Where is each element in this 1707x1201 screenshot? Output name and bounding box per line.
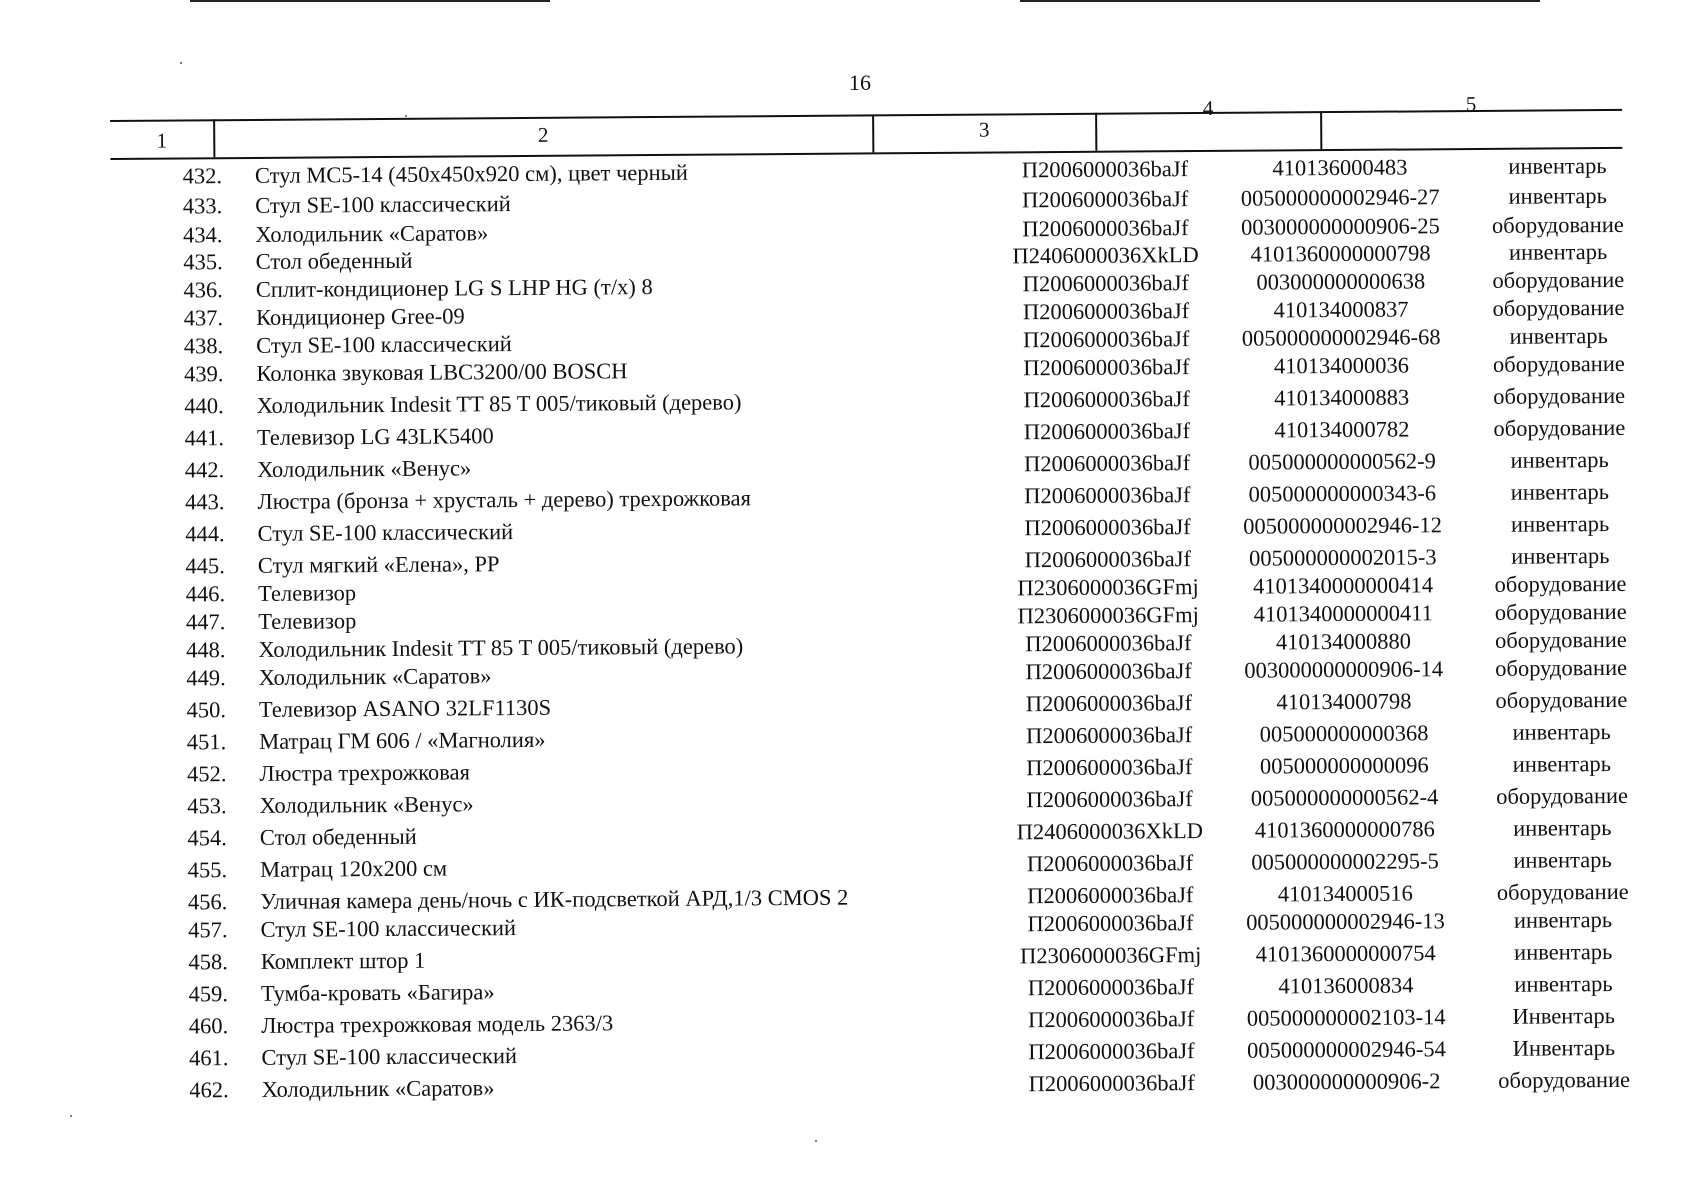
item-name: Телевизор xyxy=(258,608,357,634)
item-code: П2006000036baJf xyxy=(1028,1070,1195,1097)
item-code: П2006000036baJf xyxy=(1023,354,1190,381)
item-name: Кондиционер Gree-09 xyxy=(255,303,465,330)
row-number: 432. xyxy=(182,163,223,189)
inventory-number: 4101340000000411 xyxy=(1253,600,1433,627)
item-code: П2006000036baJf xyxy=(1027,910,1194,937)
inventory-number: 410134000782 xyxy=(1274,416,1410,443)
item-name: Стул SE-100 классический xyxy=(261,1043,518,1070)
column-header-3: 3 xyxy=(978,117,990,142)
row-number: 433. xyxy=(182,193,223,219)
item-code: П2006000036baJf xyxy=(1024,514,1191,541)
item-name: Тумба-кровать «Багира» xyxy=(260,979,495,1006)
item-name: Матрац ГМ 606 / «Магнолия» xyxy=(259,726,546,754)
row-number: 450. xyxy=(186,697,227,723)
row-number: 440. xyxy=(184,393,224,419)
row-number: 436. xyxy=(183,277,223,303)
item-code: П2306000036GFmj xyxy=(1017,602,1199,629)
item-code: П2006000036baJf xyxy=(1023,326,1190,353)
item-type: инвентарь xyxy=(1510,511,1610,537)
item-type: оборудование xyxy=(1492,294,1625,321)
inventory-number: 4101360000000754 xyxy=(1255,940,1436,967)
item-code: П2006000036baJf xyxy=(1025,658,1192,685)
item-name: Стул SE-100 классический xyxy=(256,331,512,358)
item-type: оборудование xyxy=(1492,350,1625,377)
item-name: Телевизор ASANO 32LF1130S xyxy=(258,694,552,722)
item-code: П2006000036baJf xyxy=(1028,1006,1195,1033)
item-code: П2006000036baJf xyxy=(1023,418,1191,445)
item-type: оборудование xyxy=(1494,598,1627,625)
item-type: оборудование xyxy=(1493,382,1626,409)
inventory-number: 003000000000906-2 xyxy=(1252,1068,1441,1095)
inventory-number: 005000000000343-6 xyxy=(1248,480,1437,507)
item-name: Колонка звуковая LBC3200/00 BOSCH xyxy=(256,358,628,386)
item-type: инвентарь xyxy=(1508,153,1607,179)
inventory-number: 005000000002946-12 xyxy=(1243,512,1443,539)
item-name: Холодильник «Венус» xyxy=(257,455,472,482)
item-type: инвентарь xyxy=(1514,939,1613,965)
item-type: оборудование xyxy=(1494,626,1627,653)
item-code: П2006000036baJf xyxy=(1025,630,1192,657)
item-code: П2006000036baJf xyxy=(1023,450,1191,477)
item-name: Стол обеденный xyxy=(259,823,417,850)
scan-speck xyxy=(70,1115,72,1117)
row-number: 457. xyxy=(188,917,228,943)
inventory-number: 003000000000638 xyxy=(1256,268,1426,295)
row-number: 448. xyxy=(186,637,226,663)
row-number: 455. xyxy=(187,857,228,883)
item-name: Уличная камера день/ночь с ИК-подсветкой АРД,1/3 CMOS 2 xyxy=(260,884,849,914)
inventory-number: 005000000002015-3 xyxy=(1248,544,1437,571)
row-number: 437. xyxy=(183,305,224,331)
row-number: 460. xyxy=(188,1013,229,1039)
item-name: Холодильник Indesit TT 85 T 005/тиковый (дерево) xyxy=(256,389,742,418)
scan-speck xyxy=(815,1140,817,1142)
item-name: Комплект штор 1 xyxy=(260,947,426,974)
item-name: Телевизор xyxy=(257,580,357,606)
inventory-number: 410136000834 xyxy=(1278,972,1414,999)
item-code: П2006000036baJf xyxy=(1026,754,1193,781)
item-code: П2006000036baJf xyxy=(1023,386,1190,413)
item-type: оборудование xyxy=(1496,782,1629,809)
row-number: 461. xyxy=(189,1045,229,1071)
item-code: П2006000036baJf xyxy=(1022,270,1190,297)
inventory-number: 005000000002946-27 xyxy=(1240,184,1440,211)
item-type: инвентарь xyxy=(1513,907,1613,933)
item-type: Инвентарь xyxy=(1512,1034,1616,1061)
item-name: Телевизор LG 43LK5400 xyxy=(256,423,494,450)
item-type: Инвентарь xyxy=(1512,1002,1615,1029)
item-type: инвентарь xyxy=(1512,751,1612,777)
inventory-number: 005000000002946-13 xyxy=(1246,908,1445,935)
item-code: П2006000036baJf xyxy=(1027,882,1194,909)
inventory-number: 410134000516 xyxy=(1277,880,1413,907)
item-name: Холодильник Indesit TT 85 T 005/тиковый (дерево) xyxy=(258,633,744,662)
inventory-number: 4101360000000798 xyxy=(1250,240,1431,267)
item-name: Холодильник «Саратов» xyxy=(258,663,492,690)
inventory-number: 005000000000562-9 xyxy=(1248,448,1436,475)
item-name: Матрац 120х200 см xyxy=(260,855,448,882)
row-number: 445. xyxy=(185,553,225,579)
item-type: оборудование xyxy=(1495,686,1628,713)
inventory-number: 005000000002946-68 xyxy=(1241,324,1441,351)
row-number: 442. xyxy=(184,457,225,483)
inventory-number: 005000000002103-14 xyxy=(1246,1004,1446,1031)
item-code: П2306000036GFmj xyxy=(1017,574,1199,601)
item-code: П2006000036baJf xyxy=(1028,1038,1195,1065)
inventory-number: 005000000002946-54 xyxy=(1246,1036,1446,1063)
row-number: 458. xyxy=(188,949,228,975)
inventory-number: 410134000798 xyxy=(1276,688,1412,715)
item-type: оборудование xyxy=(1494,570,1627,597)
row-number: 462. xyxy=(189,1077,229,1103)
item-type: оборудование xyxy=(1493,414,1626,441)
item-name: Стул SE-100 классический xyxy=(255,191,511,218)
inventory-number: 005000000002295-5 xyxy=(1251,848,1439,875)
item-name: Стол обеденный xyxy=(255,247,413,274)
row-number: 452. xyxy=(186,761,227,787)
inventory-number: 410134000036 xyxy=(1273,352,1410,379)
item-type: инвентарь xyxy=(1513,815,1612,841)
item-code: П2006000036baJf xyxy=(1024,482,1191,509)
inventory-number: 410134000883 xyxy=(1274,384,1410,411)
page-number: 16 xyxy=(849,70,871,95)
row-number: 444. xyxy=(185,521,225,547)
item-code: П2006000036baJf xyxy=(1025,722,1193,749)
item-code: П2006000036baJf xyxy=(1025,690,1193,717)
item-type: инвентарь xyxy=(1514,971,1613,997)
item-code: П2306000036GFmj xyxy=(1020,942,1202,969)
row-number: 459. xyxy=(188,981,229,1007)
row-number: 454. xyxy=(187,825,227,851)
row-number: 451. xyxy=(186,729,227,755)
inventory-number: 005000000000562-4 xyxy=(1250,784,1439,811)
item-code: П2006000036baJf xyxy=(1026,850,1194,877)
item-name: Стул SE-100 классический xyxy=(260,915,517,942)
item-name: Стул МС5-14 (450х450х920 см), цвет черный xyxy=(254,159,688,188)
inventory-number: 005000000000368 xyxy=(1259,720,1429,747)
scan-speck xyxy=(180,62,182,64)
item-name: Люстра трехрожковая xyxy=(259,759,470,786)
item-code: П2006000036baJf xyxy=(1027,974,1195,1001)
row-number: 439. xyxy=(183,361,224,387)
inventory-number: 4101340000000414 xyxy=(1252,572,1434,599)
column-header-1: 1 xyxy=(156,128,168,153)
item-name: Стул SE-100 классический xyxy=(257,519,514,546)
item-type: инвентарь xyxy=(1510,447,1609,473)
item-name: Люстра (бронза + хрусталь + дерево) трехрожковая xyxy=(257,485,751,514)
item-type: инвентарь xyxy=(1513,847,1612,873)
row-number: 438. xyxy=(183,333,224,359)
item-type: инвентарь xyxy=(1511,543,1610,569)
inventory-number: 003000000000906-25 xyxy=(1240,213,1440,240)
item-type: инвентарь xyxy=(1510,479,1610,505)
item-type: оборудование xyxy=(1498,1066,1631,1093)
column-header-5: 5 xyxy=(1465,91,1477,117)
inventory-number: 410134000880 xyxy=(1275,628,1412,655)
item-code: П2406000036XkLD xyxy=(1012,242,1199,269)
item-code: П2006000036baJf xyxy=(1022,298,1190,325)
item-name: Люстра трехрожковая модель 2363/3 xyxy=(261,1010,614,1038)
inventory-number: 4101360000000786 xyxy=(1254,816,1435,843)
item-type: оборудование xyxy=(1495,654,1628,681)
item-type: оборудование xyxy=(1496,878,1629,905)
item-code: П2006000036baJf xyxy=(1026,786,1193,813)
item-name: Стул мягкий «Елена», PP xyxy=(257,551,500,578)
scan-speck xyxy=(405,115,407,117)
item-type: инвентарь xyxy=(1509,323,1608,349)
row-number: 434. xyxy=(182,222,223,248)
inventory-number: 003000000000906-14 xyxy=(1244,656,1444,683)
item-code: П2006000036baJf xyxy=(1024,546,1192,573)
row-number: 435. xyxy=(183,249,223,275)
item-code: П2406000036XkLD xyxy=(1016,818,1204,845)
row-number: 441. xyxy=(184,425,225,451)
item-code: П2006000036baJf xyxy=(1021,156,1189,183)
row-number: 443. xyxy=(184,489,225,515)
column-header-4: 4 xyxy=(1202,95,1214,120)
row-number: 449. xyxy=(186,665,226,691)
column-header-2: 2 xyxy=(537,122,549,147)
item-type: инвентарь xyxy=(1508,239,1608,265)
item-type: оборудование xyxy=(1491,211,1624,238)
row-number: 453. xyxy=(187,793,227,819)
inventory-number: 410136000483 xyxy=(1272,154,1408,181)
item-name: Холодильник «Венус» xyxy=(259,791,474,818)
item-name: Холодильник «Саратов» xyxy=(261,1075,495,1102)
row-number: 456. xyxy=(187,889,228,915)
row-number: 446. xyxy=(185,581,226,607)
inventory-number: 005000000000096 xyxy=(1259,752,1429,779)
inventory-number: 410134000837 xyxy=(1273,296,1409,323)
item-code: П2006000036baJf xyxy=(1021,186,1189,213)
item-name: Сплит-кондиционер LG S LHP HG (т/х) 8 xyxy=(255,274,653,302)
item-name: Холодильник «Саратов» xyxy=(255,220,489,247)
item-type: инвентарь xyxy=(1508,183,1607,209)
item-type: инвентарь xyxy=(1512,719,1611,745)
item-type: оборудование xyxy=(1492,266,1625,293)
row-number: 447. xyxy=(185,609,226,635)
item-code: П2006000036baJf xyxy=(1022,215,1189,242)
